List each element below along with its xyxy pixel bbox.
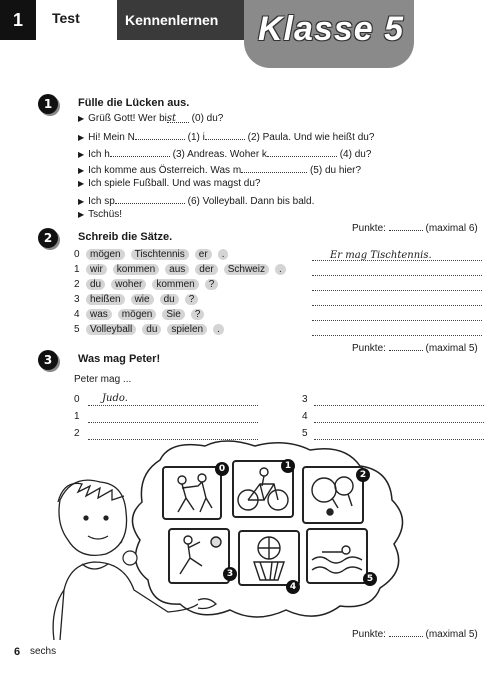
ex3-answer-line-1[interactable] xyxy=(88,408,258,423)
ex1-text: Ich sp xyxy=(88,196,115,207)
ex1-text: (0) du? xyxy=(191,113,224,124)
ex2-word-chip: wir xyxy=(86,264,107,275)
basketball-icon xyxy=(240,532,298,584)
ex1-line-6 xyxy=(78,208,122,222)
ex1-text: Ich h xyxy=(88,149,110,160)
gap-3[interactable] xyxy=(110,146,170,157)
exercise-3-title: Was mag Peter! xyxy=(78,353,161,365)
test-label: Test xyxy=(52,10,80,26)
ex2-word-chip: was xyxy=(86,309,112,320)
gap-5[interactable] xyxy=(241,162,307,173)
ex1-line-1 xyxy=(78,129,374,145)
answer-line-4[interactable] xyxy=(312,306,482,321)
picture-swimming xyxy=(306,528,368,584)
ex2-row-number: 2 xyxy=(74,279,80,290)
ex2-word-chip: ? xyxy=(185,294,199,305)
ex1-text: (3) Andreas. Woher k xyxy=(172,149,267,160)
ex2-row xyxy=(74,278,292,293)
arrow-icon: ▶ xyxy=(78,114,85,123)
ex1-text: (1) i xyxy=(187,132,205,143)
page-number: 6 xyxy=(14,646,21,658)
ex1-text: (5) du hier? xyxy=(309,165,362,176)
exercise-1-title: Fülle die Lücken aus. xyxy=(78,97,190,109)
arrow-icon: ▶ xyxy=(78,133,85,142)
exercise-1-badge: 1 xyxy=(38,94,58,114)
points-label: Punkte: xyxy=(352,343,386,354)
gap-4[interactable] xyxy=(267,146,337,157)
ex2-word-chip: . xyxy=(218,249,229,260)
answer-line-5[interactable] xyxy=(312,321,482,336)
ex2-word-rows xyxy=(74,248,292,338)
ex3-points-field[interactable] xyxy=(389,626,423,637)
points-label: Punkte: xyxy=(352,629,386,640)
ex3-answer-line-5[interactable] xyxy=(314,425,484,440)
points-max: (maximal 5) xyxy=(425,629,478,640)
picture-football xyxy=(168,528,230,584)
ex2-row xyxy=(74,323,292,338)
ex2-word-chip: Volleyball xyxy=(86,324,136,335)
swimming-icon xyxy=(308,530,366,582)
gap-0-answer: st xyxy=(166,113,177,124)
gap-2[interactable] xyxy=(205,129,245,140)
ex2-row-number: 3 xyxy=(74,294,80,305)
ex2-row-number: 1 xyxy=(74,264,80,275)
ex1-text: Hi! Mein N xyxy=(88,132,135,143)
ex2-word-chip: . xyxy=(275,264,286,275)
ex1-line-5 xyxy=(78,193,314,209)
exercise-2-title: Schreib die Sätze. xyxy=(78,231,173,243)
klasse-title xyxy=(258,10,404,49)
ex1-line-4 xyxy=(78,177,260,191)
ex1-points xyxy=(352,220,478,234)
answer-line-0[interactable] xyxy=(312,246,482,261)
ex3-answer-line-2[interactable] xyxy=(88,425,258,440)
ex2-word-chip: kommen xyxy=(113,264,159,275)
ex2-row-number: 4 xyxy=(74,309,80,320)
ex2-word-chip: Schweiz xyxy=(224,264,269,275)
ex2-points xyxy=(352,340,478,354)
ex1-text: (2) Paula. Und wie heißt du? xyxy=(247,132,375,143)
gap-6[interactable] xyxy=(115,193,185,204)
picture-basketball xyxy=(238,530,300,586)
picture-number-3: 3 xyxy=(223,567,237,581)
ex2-word-chip: er xyxy=(195,249,212,260)
picture-number-5: 5 xyxy=(363,572,377,586)
ex2-word-chip: kommen xyxy=(152,279,198,290)
ex1-line-3 xyxy=(78,162,361,178)
ex3-left-num-1: 1 xyxy=(74,411,80,422)
ex1-text: Ich spiele Fußball. Und was magst du? xyxy=(88,178,261,189)
ex2-word-chip: . xyxy=(213,324,224,335)
section-label: Kennenlernen xyxy=(117,0,250,40)
answer-line-1[interactable] xyxy=(312,261,482,276)
unit-number: 1 xyxy=(0,0,36,40)
ex1-line-2 xyxy=(78,146,371,162)
answer-line-3[interactable] xyxy=(312,291,482,306)
answer-line-2[interactable] xyxy=(312,276,482,291)
ex2-row xyxy=(74,293,292,308)
ex2-row xyxy=(74,248,292,263)
ex2-row-number: 0 xyxy=(74,249,80,260)
ex2-answer-lines xyxy=(312,246,482,336)
points-label: Punkte: xyxy=(352,223,386,234)
ex3-example-answer: Judo. xyxy=(102,393,128,404)
ex3-right-num-3: 3 xyxy=(302,394,308,405)
ex2-row xyxy=(74,263,292,278)
ex2-word-chip: der xyxy=(195,264,217,275)
picture-number-4: 4 xyxy=(286,580,300,594)
ex2-word-chip: heißen xyxy=(86,294,125,305)
ex2-word-chip: ? xyxy=(191,309,205,320)
ex2-word-chip: ? xyxy=(205,279,219,290)
exercise-3-badge: 3 xyxy=(38,350,58,370)
arrow-icon: ▶ xyxy=(78,179,85,188)
ex2-word-chip: wie xyxy=(131,294,154,305)
ex2-row xyxy=(74,308,292,323)
ex2-word-chip: Sie xyxy=(162,309,184,320)
ex2-word-chip: mögen xyxy=(118,309,157,320)
ex1-points-field[interactable] xyxy=(389,220,423,231)
table-tennis-icon xyxy=(304,468,362,522)
ex2-word-chip: mögen xyxy=(86,249,125,260)
ex3-right-num-5: 5 xyxy=(302,428,308,439)
ex3-right-num-4: 4 xyxy=(302,411,308,422)
ex2-word-chip: Tischtennis xyxy=(131,249,189,260)
arrow-icon: ▶ xyxy=(78,210,85,219)
ex3-intro: Peter mag ... xyxy=(74,374,132,385)
exercise-2-badge: 2 xyxy=(38,228,58,248)
ex3-left-num-2: 2 xyxy=(74,428,80,439)
picture-table-tennis xyxy=(302,466,364,524)
ex1-text: (6) Volleyball. Dann bis bald. xyxy=(187,196,315,207)
points-max: (maximal 5) xyxy=(425,343,478,354)
ex3-points xyxy=(352,626,478,640)
gap-1[interactable] xyxy=(135,129,185,140)
ex2-word-chip: woher xyxy=(111,279,146,290)
arrow-icon: ▶ xyxy=(78,150,85,159)
ex1-text: (4) du? xyxy=(339,149,372,160)
arrow-icon: ▶ xyxy=(78,166,85,175)
arrow-icon: ▶ xyxy=(78,197,85,206)
ex3-left-num-0: 0 xyxy=(74,394,80,405)
ex1-text: Tschüs! xyxy=(88,209,123,220)
judo-icon xyxy=(164,468,220,518)
ex2-points-field[interactable] xyxy=(389,340,423,351)
picture-number-0: 0 xyxy=(215,462,229,476)
ex1-text: Grüß Gott! Wer bi xyxy=(88,113,167,124)
ex2-word-chip: aus xyxy=(165,264,189,275)
gap-0[interactable] xyxy=(167,112,189,123)
klasse-tab xyxy=(244,0,414,68)
ex3-answer-line-4[interactable] xyxy=(314,408,484,423)
ex2-word-chip: du xyxy=(160,294,179,305)
points-max: (maximal 6) xyxy=(425,223,478,234)
football-icon xyxy=(170,530,228,582)
ex2-word-chip: du xyxy=(142,324,161,335)
ex2-word-chip: du xyxy=(86,279,105,290)
ex1-text: Ich komme aus Österreich. Was m xyxy=(88,165,242,176)
picture-number-2: 2 xyxy=(356,468,370,482)
page-word: sechs xyxy=(30,646,57,657)
picture-number-1: 1 xyxy=(281,459,295,473)
picture-judo xyxy=(162,466,222,520)
klasse-number: 5 xyxy=(384,10,405,48)
ex2-word-chip: spielen xyxy=(167,324,207,335)
ex1-line-0 xyxy=(78,112,223,126)
thought-bubble-small xyxy=(123,551,137,565)
klasse-word: Klasse xyxy=(258,10,374,48)
ex2-example-answer: Er mag Tischtennis. xyxy=(330,250,432,261)
ex3-answer-line-3[interactable] xyxy=(314,391,484,406)
ex2-row-number: 5 xyxy=(74,324,80,335)
